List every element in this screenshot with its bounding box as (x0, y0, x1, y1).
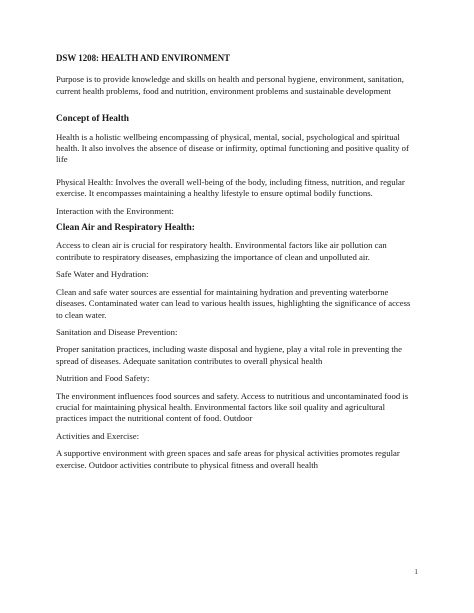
nutrition-heading: Nutrition and Food Safety: (56, 373, 150, 384)
safe-water-heading: Safe Water and Hydration: (56, 269, 149, 280)
activities-heading: Activities and Exercise: (56, 430, 139, 441)
page-number: 1 (414, 567, 418, 576)
physical-health-paragraph: Physical Health: Involves the overall well-being of the body, including fitness, nutrition, and regular exercise. It encompasses maintaining a healthy lifestyle to ensure optimal bodily functions. (56, 176, 405, 199)
nutrition-paragraph: The environment influences food sources and safety. Access to nutritious and uncontaminated food is crucial for maintaining physical health. Environmental factors like soil quality and agricultural practices impact the nutritional content of food. Outdoor (56, 390, 409, 424)
clean-air-paragraph: Access to clean air is crucial for respiratory health. Environmental factors like air pollution can contribute to respiratory diseases, emphasizing the importance of clean and unpolluted air. (56, 240, 387, 262)
activities-paragraph: A supportive environment with green spaces and safe areas for physical activities promotes regular exercise. Outdoor activities contribute to physical fitness and overall health (56, 448, 400, 470)
sanitation-paragraph: Proper sanitation practices, including waste disposal and hygiene, play a vital role in preventing the spread of diseases. Adequate sanitation contributes to overall physical health (56, 344, 402, 366)
concept-heading: Concept of Health (56, 114, 129, 125)
document-title: DSW 1208: HEALTH AND ENVIRONMENT (56, 53, 231, 63)
document-body (56, 53, 418, 471)
sanitation-heading: Sanitation and Disease Prevention: (56, 326, 178, 337)
purpose-paragraph: Purpose is to provide knowledge and skills on health and personal hygiene, environment, sanitation, current health problems, food and nutrition, environment problems and sustainable development (56, 74, 404, 96)
interaction-heading: Interaction with the Environment: (56, 205, 174, 216)
clean-air-heading: Clean Air and Respiratory Health: (56, 223, 195, 234)
concept-paragraph: Health is a holistic wellbeing encompassing of physical, mental, social, psychological and spiritual health. It also involves the absence of disease or infirmity, optimal functioning and positive quality of life (56, 131, 409, 165)
safe-water-paragraph: Clean and safe water sources are essential for maintaining hydration and preventing waterborne diseases. Contaminated water can lead to various health issues, highlighting the significance of access to clean water. (56, 286, 411, 320)
